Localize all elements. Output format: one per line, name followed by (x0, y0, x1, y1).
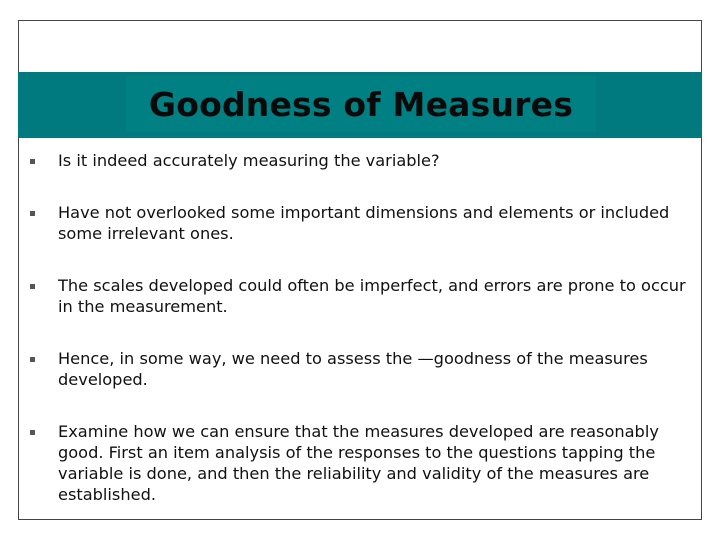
bullet-item (30, 421, 690, 505)
bullet-text: Hence, in some way, we need to assess the —goodness of the measures developed. (58, 349, 648, 389)
bullet-list (30, 150, 690, 505)
square-bullet-icon (30, 211, 35, 216)
square-bullet-icon (30, 430, 35, 435)
bullet-text: Is it indeed accurately measuring the variable? (58, 151, 440, 170)
bullet-item (30, 202, 690, 244)
bullet-text: The scales developed could often be imperfect, and errors are prone to occur in the measurement. (58, 276, 686, 316)
slide-title: Goodness of Measures (148, 84, 574, 124)
bullet-text: Have not overlooked some important dimensions and elements or included some irrelevant ones. (58, 203, 670, 243)
title-box (126, 76, 596, 132)
bullet-item (30, 150, 690, 171)
square-bullet-icon (30, 357, 35, 362)
bullet-item (30, 275, 690, 317)
square-bullet-icon (30, 159, 35, 164)
square-bullet-icon (30, 284, 35, 289)
bullet-item (30, 348, 690, 390)
bullet-text: Examine how we can ensure that the measures developed are reasonably good. First an item analysis of the responses to the questions tapping the variable is done, and then the reliability and validity of the measures are established. (58, 422, 659, 504)
